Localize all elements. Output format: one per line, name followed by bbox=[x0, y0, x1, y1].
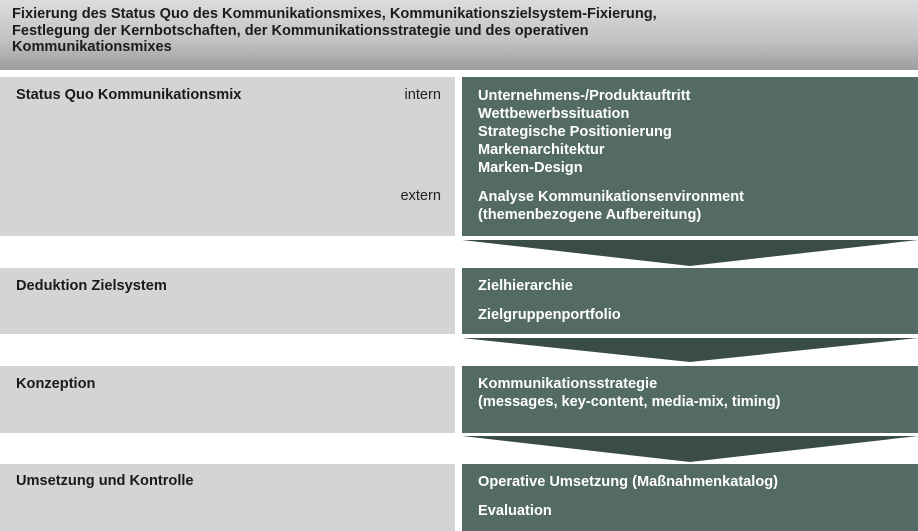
item-zielgruppenportfolio: Zielgruppenportfolio bbox=[478, 307, 621, 323]
flow-arrow-3 bbox=[462, 436, 918, 462]
stage-deduktion-left bbox=[0, 268, 455, 334]
stage-konzeption-left bbox=[0, 366, 455, 433]
item-analyse-kommunikationsenvironment: Analyse Kommunikationsenvironment bbox=[478, 189, 744, 205]
stage-konzeption-right bbox=[462, 366, 918, 433]
item-markenarchitektur: Markenarchitektur bbox=[478, 142, 605, 158]
stage-title-status-quo: Status Quo Kommunikationsmix bbox=[16, 87, 242, 103]
item-strategische-positionierung: Strategische Positionierung bbox=[478, 124, 672, 140]
item-marken-design: Marken-Design bbox=[478, 160, 583, 176]
item-messages-key-content: (messages, key-content, media-mix, timing) bbox=[478, 394, 781, 410]
header-line-1: Fixierung des Status Quo des Kommunikationsmixes, Kommunikationszielsystem-Fixierung, bbox=[12, 6, 657, 22]
item-themenbezogene-aufbereitung: (themenbezogene Aufbereitung) bbox=[478, 207, 702, 223]
item-unternehmens-produktauftritt: Unternehmens-/Produktauftritt bbox=[478, 88, 691, 104]
stage-title-konzeption: Konzeption bbox=[16, 376, 96, 392]
flow-arrow-2 bbox=[462, 338, 918, 362]
stage-title-deduktion: Deduktion Zielsystem bbox=[16, 278, 167, 294]
stage-status-quo-left bbox=[0, 77, 455, 236]
stage-status-quo-right bbox=[462, 77, 918, 236]
item-wettbewerbssituation: Wettbewerbssituation bbox=[478, 106, 630, 122]
stage-umsetzung-right bbox=[462, 464, 918, 531]
item-zielhierarchie: Zielhierarchie bbox=[478, 278, 573, 294]
flow-arrow-1 bbox=[462, 240, 918, 266]
item-kommunikationsstrategie: Kommunikationsstrategie bbox=[478, 376, 658, 392]
label-intern: intern bbox=[404, 87, 441, 103]
stage-deduktion-right bbox=[462, 268, 918, 334]
header-line-2: Festlegung der Kernbotschaften, der Kommunikationsstrategie und des operativen bbox=[12, 22, 589, 39]
item-operative-umsetzung: Operative Umsetzung (Maßnahmenkatalog) bbox=[478, 474, 779, 490]
item-evaluation: Evaluation bbox=[478, 503, 552, 519]
header-line-3: Kommunikationsmixes bbox=[12, 39, 172, 55]
stage-title-umsetzung: Umsetzung und Kontrolle bbox=[16, 473, 194, 489]
stage-umsetzung-left bbox=[0, 464, 455, 531]
header-banner bbox=[0, 0, 918, 70]
label-extern: extern bbox=[400, 188, 441, 204]
